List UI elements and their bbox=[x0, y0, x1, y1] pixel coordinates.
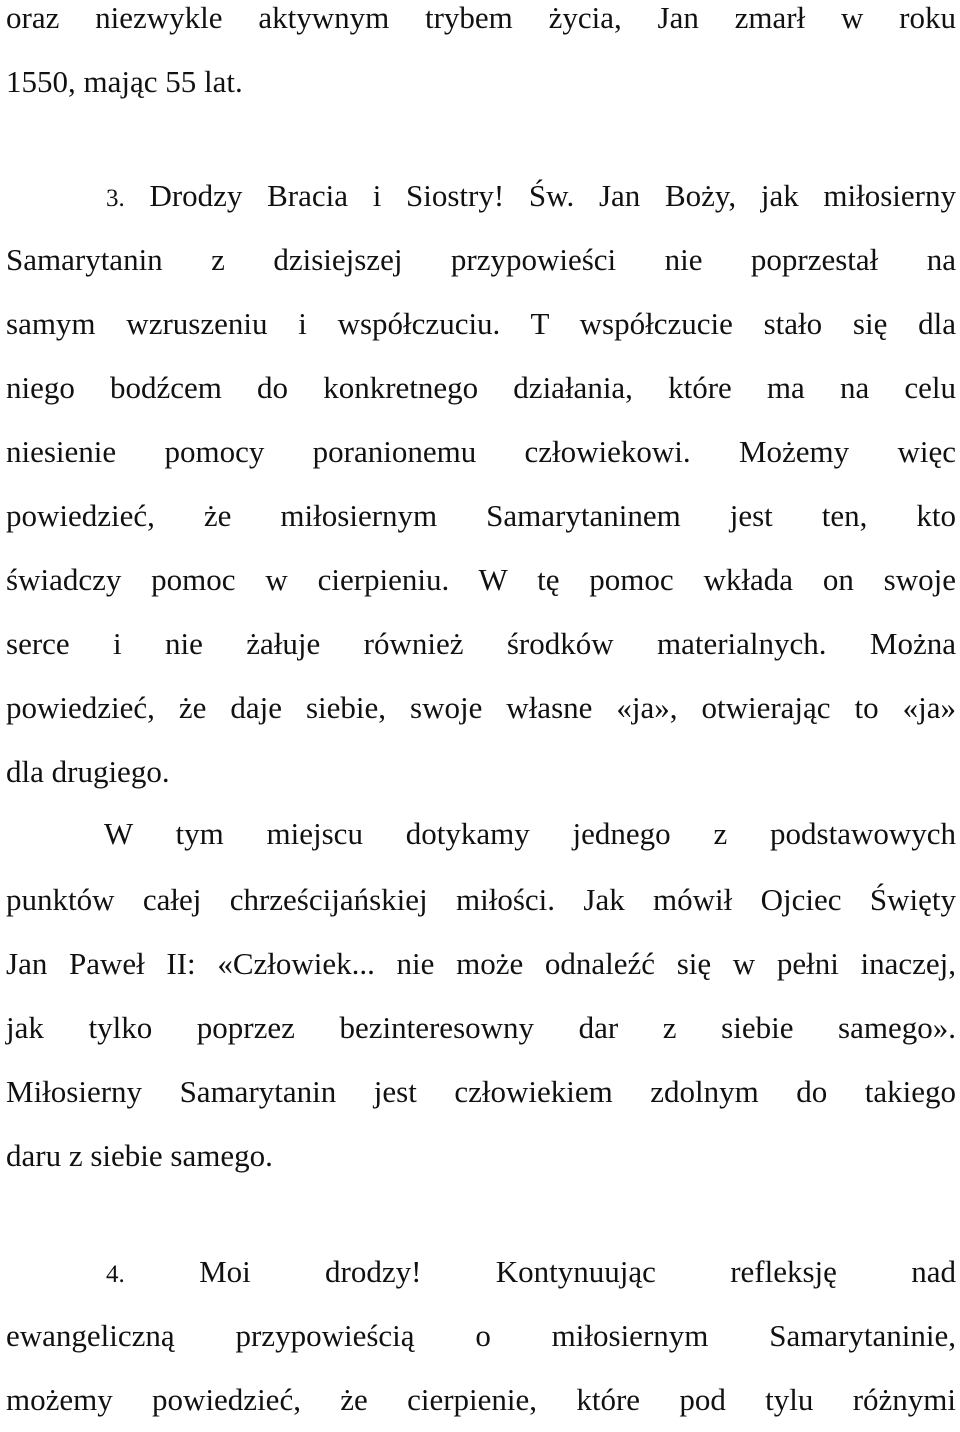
text-line: świadczy pomoc w cierpieniu. W tę pomoc wkłada on swoje bbox=[6, 562, 956, 597]
text-line: możemy powiedzieć, że cierpienie, które pod tylu różnymi bbox=[6, 1382, 956, 1417]
text-line: samym wzruszeniu i współczuciu. T współczucie stało się dla bbox=[6, 306, 956, 341]
text-line: daru z siebie samego. bbox=[6, 1138, 273, 1173]
text-line: jak tylko poprzez bezinteresowny dar z siebie samego». bbox=[6, 1010, 956, 1045]
text-span: Moi drodzy! Kontynuując refleksję nad bbox=[199, 1254, 956, 1289]
section-4-first-line bbox=[106, 1240, 956, 1304]
text-line: dla drugiego. bbox=[6, 754, 170, 789]
text-line: powiedzieć, że miłosiernym Samarytaninem jest ten, kto bbox=[6, 498, 956, 533]
text-line: niego bodźcem do konkretnego działania, które ma na celu bbox=[6, 370, 956, 405]
section-number: 3. bbox=[106, 185, 125, 212]
text-line: punktów całej chrześcijańskiej miłości. Jak mówił Ojciec Święty bbox=[6, 882, 956, 917]
text-line: Jan Paweł II: «Człowiek... nie może odnaleźć się w pełni inaczej, bbox=[6, 946, 956, 981]
text-line: oraz niezwykle aktywnym trybem życia, Jan zmarł w roku bbox=[6, 0, 956, 35]
text-span: Drodzy Bracia i Siostry! Św. Jan Boży, jak miłosierny bbox=[149, 178, 957, 213]
text-line: 1550, mając 55 lat. bbox=[6, 64, 243, 99]
text-line: Miłosierny Samarytanin jest człowiekiem zdolnym do takiego bbox=[6, 1074, 956, 1109]
text-line: serce i nie żałuje również środków materialnych. Można bbox=[6, 626, 956, 661]
text-line: W tym miejscu dotykamy jednego z podstawowych bbox=[104, 816, 956, 851]
text-line: Samarytanin z dzisiejszej przypowieści nie poprzestał na bbox=[6, 242, 956, 277]
section-number: 4. bbox=[106, 1261, 125, 1288]
section-3-first-line bbox=[106, 164, 956, 228]
text-line: ewangeliczną przypowieścią o miłosiernym Samarytaninie, bbox=[6, 1318, 956, 1353]
text-line: powiedzieć, że daje siebie, swoje własne «ja», otwierając to «ja» bbox=[6, 690, 956, 725]
text-line: niesienie pomocy poranionemu człowiekowi. Możemy więc bbox=[6, 434, 956, 469]
